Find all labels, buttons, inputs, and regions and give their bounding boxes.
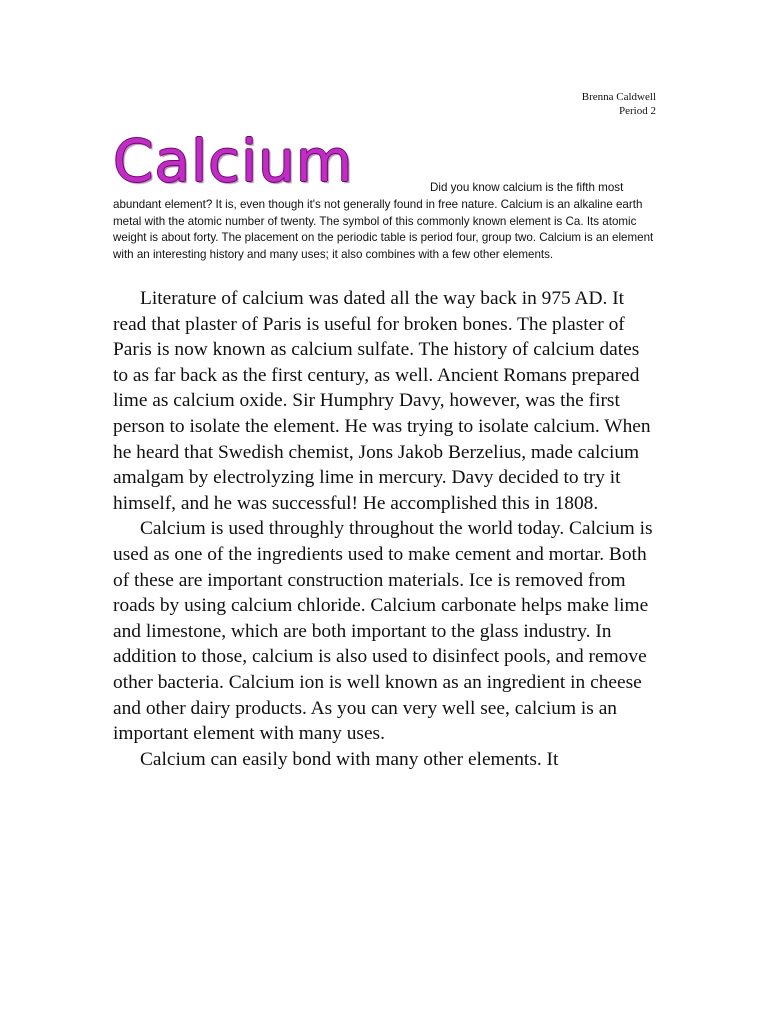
author-name: Brenna Caldwell [581,91,656,103]
class-period: Period 2 [619,105,656,117]
author-block [582,90,656,118]
body-paragraph-bonding: Calcium can easily bond with many other elements. It [140,748,559,770]
body-paragraph-history: Literature of calcium was dated all the way back in 975 AD. It read that plaster of Paris is useful for broken bones. The plaster of Paris is now known as calcium sulfate. The history of calcium dates to as far back as the first century, as well. Ancient Romans prepared lime as calcium oxide. Sir Humphry Davy, however, was the first person to isolate the element. He was trying to isolate calcium. When he heard that Swedish chemist, Jons Jakob Berzelius, made calcium amalgam by electrolyzing lime in mercury. Davy decided to try it himself, and he was successful! He accomplished this in 1808. [113,288,651,514]
intro-text: Did you know calcium is the fifth most abundant element? It is, even though it's not generally found in free nature. Calcium is an alkaline earth metal with the atomic number of twenty. The symbol of this commonly known element is Ca. Its atomic weight is about forty. The placement on the periodic table is period four, group two. Calcium is an element with an interesting history and many uses; it also combines with a few other elements. [113,181,654,262]
document-title: Calcium [113,127,354,195]
body-text [113,286,658,772]
intro-paragraph [113,180,658,264]
body-paragraph-uses: Calcium is used throughly throughout the world today. Calcium is used as one of the ingredients used to make cement and mortar. Both of these are important construction materials. Ice is removed from roads by using calcium chloride. Calcium carbonate helps make lime and limestone, which are both important to the glass industry. In addition to those, calcium is also used to disinfect pools, and remove other bacteria. Calcium ion is well known as an ingredient in cheese and other dairy products. As you can very well see, calcium is an important element with many uses. [113,518,653,745]
